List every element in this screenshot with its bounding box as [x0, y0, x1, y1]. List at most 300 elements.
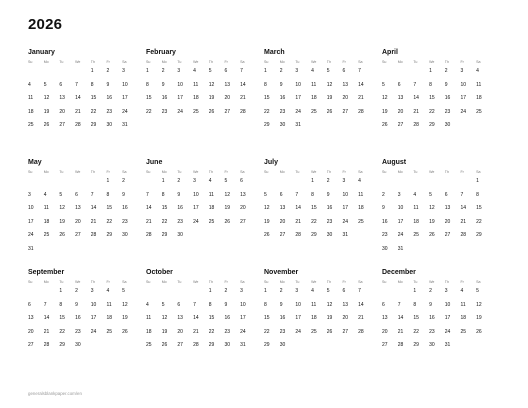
weekday-label: We: [75, 280, 81, 284]
day-cell: 3: [122, 68, 125, 74]
day-cell: 18: [28, 108, 34, 115]
day-cell: 26: [264, 232, 270, 238]
day-cell: 7: [358, 68, 361, 74]
weekday-header: [382, 60, 492, 68]
day-cell: 4: [460, 288, 464, 294]
day-cell: 25: [106, 328, 112, 335]
day-cell: 27: [279, 232, 286, 238]
day-cell: 24: [90, 328, 97, 335]
day-cell: 31: [444, 342, 451, 348]
week-row: [146, 315, 256, 329]
day-cell: 27: [28, 342, 34, 348]
week-row: [28, 342, 138, 356]
week-row: [146, 342, 256, 356]
weekday-label: We: [75, 60, 81, 64]
day-cell: 24: [295, 108, 301, 115]
day-cell-empty: [382, 68, 398, 82]
day-cell: 16: [75, 315, 81, 321]
day-cell: 3: [28, 191, 31, 198]
day-cell-empty: [264, 178, 280, 192]
day-cell: 31: [28, 245, 34, 252]
day-cell: 16: [279, 95, 286, 101]
day-cell: 9: [161, 81, 165, 88]
day-cell: 28: [240, 108, 246, 115]
weekday-label: Su: [146, 170, 151, 174]
weekday-label: Fr: [106, 60, 110, 64]
week-row: [146, 205, 256, 219]
day-cell: 11: [106, 301, 112, 308]
day-cell: 12: [326, 301, 333, 308]
day-cell: 1: [161, 178, 165, 184]
day-cell: 9: [279, 81, 283, 88]
day-cell: 13: [342, 301, 348, 308]
day-cell: 8: [413, 301, 417, 308]
day-cell: 20: [177, 328, 183, 335]
month-august: [382, 158, 492, 259]
weekday-label: Th: [208, 60, 213, 64]
weekday-label: Fr: [460, 170, 464, 174]
day-cell: 14: [240, 81, 246, 88]
day-cell: 24: [397, 232, 404, 238]
day-cell: 21: [358, 95, 364, 101]
day-cell: 6: [397, 81, 401, 88]
day-cell: 20: [224, 95, 230, 101]
day-cell: 27: [342, 328, 348, 335]
weekday-label: Sa: [358, 60, 363, 64]
day-cell-empty: [91, 342, 107, 356]
weekday-label: We: [193, 60, 199, 64]
day-cell: 26: [122, 328, 128, 335]
day-cell: 8: [429, 81, 432, 88]
day-cell: 9: [382, 205, 385, 211]
day-cell: 11: [413, 205, 419, 211]
month-may: [28, 158, 138, 259]
weekday-label: Mo: [279, 60, 285, 64]
day-cell-empty: [460, 122, 476, 136]
day-cell: 18: [208, 205, 215, 211]
weekday-label: Fr: [224, 170, 228, 174]
month-june: [146, 158, 256, 246]
weekday-label: Mo: [161, 280, 167, 284]
day-cell: 19: [161, 328, 168, 335]
weekday-label: We: [75, 170, 81, 174]
day-cell: 9: [326, 191, 330, 198]
day-cell-empty: [280, 178, 296, 192]
day-cell: 5: [224, 178, 228, 184]
day-cell: 19: [326, 95, 333, 101]
weekday-label: Fr: [342, 170, 346, 174]
day-cell: 29: [90, 122, 97, 128]
day-cell: 7: [43, 301, 47, 308]
day-cell: 17: [90, 315, 97, 321]
day-cell: 30: [429, 342, 435, 348]
day-cell: 5: [429, 191, 432, 198]
day-cell: 24: [295, 328, 301, 335]
weekday-label: Th: [208, 170, 213, 174]
day-cell: 10: [90, 301, 97, 308]
day-cell: 8: [264, 301, 267, 308]
day-cell: 4: [476, 68, 479, 74]
week-row: [382, 246, 492, 260]
day-cell: 6: [75, 191, 78, 198]
day-cell: 30: [444, 122, 451, 128]
day-cell: 24: [444, 328, 451, 335]
day-cell: 2: [279, 288, 283, 294]
day-cell: 29: [429, 122, 435, 128]
day-cell: 21: [193, 328, 199, 335]
day-cell-empty: [193, 232, 209, 246]
day-cell-empty: [398, 68, 414, 82]
day-cell-empty: [398, 288, 414, 302]
week-row: [382, 95, 492, 109]
day-cell-empty: [240, 232, 256, 246]
day-cell-empty: [224, 232, 240, 246]
day-cell: 9: [279, 301, 283, 308]
weekday-label: Su: [146, 60, 151, 64]
day-cell: 20: [382, 328, 388, 335]
day-cell: 6: [177, 301, 181, 308]
month-name: December: [382, 269, 416, 276]
year-title: 2026: [28, 16, 63, 33]
day-cell-empty: [358, 342, 374, 356]
day-cell-empty: [209, 232, 225, 246]
day-cell: 6: [342, 68, 346, 74]
day-cell: 11: [358, 191, 364, 198]
week-row: [264, 232, 374, 246]
week-row: [382, 122, 492, 136]
week-row: [28, 192, 138, 206]
day-cell: 6: [224, 68, 228, 74]
week-row: [146, 288, 256, 302]
day-cell: 19: [122, 315, 128, 321]
day-cell: 25: [311, 108, 317, 115]
day-cell: 17: [28, 218, 34, 225]
day-cell: 8: [90, 81, 94, 88]
weekday-label: Sa: [476, 60, 481, 64]
day-cell-empty: [59, 246, 75, 260]
day-cell: 16: [326, 205, 333, 211]
day-cell: 21: [460, 218, 466, 225]
day-cell: 4: [358, 178, 361, 184]
day-cell-empty: [162, 288, 178, 302]
day-cell: 4: [193, 68, 196, 74]
day-cell: 7: [397, 301, 401, 308]
day-cell: 24: [460, 108, 466, 115]
day-cell: 28: [413, 122, 419, 128]
weekday-label: Su: [28, 280, 33, 284]
day-cell: 2: [75, 288, 78, 294]
week-row: [146, 82, 256, 96]
day-cell: 17: [295, 95, 301, 101]
day-cell: 27: [382, 342, 388, 348]
day-cell: 4: [106, 288, 110, 294]
weekday-label: Sa: [358, 170, 363, 174]
month-name: November: [264, 269, 299, 276]
weekday-label: Mo: [397, 170, 403, 174]
day-cell-empty: [59, 178, 75, 192]
day-cell: 24: [240, 328, 246, 335]
day-cell-empty: [413, 246, 429, 260]
day-cell: 26: [43, 122, 50, 128]
day-cell: 2: [326, 178, 330, 184]
day-cell: 3: [444, 288, 448, 294]
day-cell-empty: [342, 122, 358, 136]
weekday-label: Su: [264, 280, 269, 284]
day-cell: 2: [122, 178, 125, 184]
day-cell: 13: [59, 95, 65, 101]
week-row: [382, 232, 492, 246]
day-cell: 6: [279, 191, 283, 198]
day-cell: 17: [444, 315, 451, 321]
day-cell: 4: [413, 191, 417, 198]
day-cell: 9: [429, 301, 432, 308]
day-cell: 19: [429, 218, 435, 225]
day-cell: 15: [429, 95, 435, 101]
month-december: [382, 268, 492, 356]
weekday-label: We: [429, 170, 435, 174]
weekday-label: Mo: [43, 60, 49, 64]
month-name: February: [146, 49, 176, 56]
day-cell: 10: [295, 81, 301, 88]
day-cell: 27: [59, 122, 65, 128]
day-cell: 14: [43, 315, 50, 321]
day-cell: 23: [161, 108, 168, 115]
day-cell: 1: [476, 178, 479, 184]
day-cell: 10: [122, 81, 128, 88]
week-row: [28, 95, 138, 109]
weekday-label: Mo: [397, 60, 403, 64]
week-row: [264, 68, 374, 82]
day-cell-empty: [295, 178, 311, 192]
day-cell: 30: [326, 232, 333, 238]
weekday-label: Tu: [413, 170, 418, 174]
day-cell: 24: [122, 108, 128, 115]
weekday-label: Tu: [177, 60, 182, 64]
day-cell: 12: [122, 301, 128, 308]
day-cell: 12: [208, 81, 215, 88]
week-row: [28, 68, 138, 82]
day-cell: 29: [161, 232, 168, 238]
week-row: [146, 302, 256, 316]
day-cell: 16: [429, 315, 435, 321]
day-cell: 21: [75, 108, 81, 115]
day-cell: 18: [358, 205, 364, 211]
day-cell: 16: [122, 205, 128, 211]
month-name: August: [382, 159, 407, 166]
week-row: [382, 82, 492, 96]
day-cell: 3: [397, 191, 401, 198]
day-cell: 15: [106, 205, 112, 211]
day-cell: 12: [224, 191, 230, 198]
week-row: [146, 232, 256, 246]
day-cell: 27: [75, 232, 81, 238]
weekday-label: Tu: [295, 60, 300, 64]
weekday-header: [146, 170, 256, 178]
day-cell: 18: [146, 328, 152, 335]
day-cell: 8: [208, 301, 212, 308]
day-cell: 19: [59, 218, 65, 225]
week-row: [28, 288, 138, 302]
day-cell: 30: [177, 232, 183, 238]
day-cell: 6: [240, 178, 243, 184]
day-cell: 11: [28, 95, 34, 101]
week-row: [146, 219, 256, 233]
day-cell: 30: [279, 122, 286, 128]
week-row: [382, 205, 492, 219]
day-cell: 30: [224, 342, 230, 348]
day-cell: 28: [146, 232, 152, 238]
day-cell-empty: [106, 342, 122, 356]
day-cell-empty: [91, 178, 107, 192]
weekday-label: Mo: [161, 60, 167, 64]
week-row: [382, 178, 492, 192]
weekday-label: Fr: [224, 60, 228, 64]
month-october: [146, 268, 256, 356]
day-cell: 1: [413, 288, 417, 294]
day-cell: 18: [460, 315, 466, 321]
weekday-header: [382, 170, 492, 178]
day-cell-empty: [382, 178, 398, 192]
week-row: [264, 192, 374, 206]
day-cell: 19: [208, 95, 215, 101]
day-cell: 19: [43, 108, 50, 115]
week-row: [382, 109, 492, 123]
day-cell-empty: [295, 342, 311, 356]
day-cell-empty: [445, 246, 461, 260]
weekday-label: Th: [326, 280, 331, 284]
day-cell-empty: [122, 342, 138, 356]
day-cell: 30: [382, 245, 388, 252]
day-cell: 15: [146, 95, 152, 101]
day-cell: 2: [444, 68, 448, 74]
month-name: January: [28, 49, 55, 56]
day-cell: 20: [28, 328, 34, 335]
day-cell: 23: [326, 218, 333, 225]
weekday-label: Tu: [177, 280, 182, 284]
weekday-label: Th: [208, 280, 213, 284]
day-cell-empty: [476, 246, 492, 260]
weekday-label: Su: [28, 60, 33, 64]
week-row: [28, 232, 138, 246]
day-cell: 10: [240, 301, 246, 308]
day-cell: 10: [177, 81, 183, 88]
day-cell: 18: [106, 315, 112, 321]
day-cell: 23: [429, 328, 435, 335]
weekday-label: Sa: [240, 60, 245, 64]
day-cell: 13: [444, 205, 451, 211]
day-cell: 15: [413, 315, 419, 321]
day-cell: 14: [295, 205, 301, 211]
day-cell: 20: [59, 108, 65, 115]
footer-source: generalsblankpaper.com/en: [28, 391, 82, 396]
day-cell: 1: [208, 288, 212, 294]
day-cell: 3: [295, 68, 299, 74]
month-january: [28, 48, 138, 136]
weekday-label: Fr: [342, 60, 346, 64]
day-cell: 18: [193, 95, 199, 101]
day-cell-empty: [358, 122, 374, 136]
day-cell: 7: [240, 68, 243, 74]
day-cell: 8: [264, 81, 267, 88]
day-cell: 17: [397, 218, 404, 225]
day-cell-empty: [106, 246, 122, 260]
week-row: [382, 219, 492, 233]
weekday-label: Fr: [106, 280, 110, 284]
day-cell: 13: [240, 191, 246, 198]
day-cell: 18: [43, 218, 50, 225]
weekday-label: Th: [90, 170, 95, 174]
weekday-label: Th: [326, 60, 331, 64]
weekday-label: Th: [444, 280, 449, 284]
day-cell: 23: [382, 232, 388, 238]
weekday-label: Mo: [161, 170, 167, 174]
day-cell: 5: [208, 68, 212, 74]
day-cell: 10: [28, 205, 34, 211]
month-name: March: [264, 49, 285, 56]
day-cell: 11: [311, 301, 317, 308]
day-cell: 27: [240, 218, 246, 225]
day-cell: 25: [311, 328, 317, 335]
day-cell-empty: [75, 178, 91, 192]
day-cell: 14: [90, 205, 97, 211]
day-cell-empty: [398, 178, 414, 192]
day-cell: 12: [59, 205, 65, 211]
weekday-label: Th: [326, 170, 331, 174]
day-cell: 5: [264, 191, 267, 198]
day-cell: 7: [358, 288, 361, 294]
day-cell: 19: [476, 315, 482, 321]
day-cell: 1: [59, 288, 63, 294]
day-cell: 15: [90, 95, 97, 101]
day-cell: 14: [193, 315, 199, 321]
day-cell: 27: [397, 122, 404, 128]
day-cell-empty: [44, 68, 60, 82]
day-cell: 10: [397, 205, 404, 211]
day-cell: 21: [43, 328, 50, 335]
weekday-header: [28, 60, 138, 68]
day-cell: 5: [326, 288, 330, 294]
day-cell: 9: [106, 81, 110, 88]
day-cell: 19: [264, 218, 270, 225]
day-cell: 25: [28, 122, 34, 128]
weekday-label: Tu: [59, 280, 64, 284]
week-row: [264, 205, 374, 219]
day-cell: 1: [264, 288, 267, 294]
day-cell: 4: [208, 178, 212, 184]
month-july: [264, 158, 374, 246]
day-cell: 29: [413, 342, 419, 348]
day-cell: 18: [413, 218, 419, 225]
month-name: July: [264, 159, 279, 166]
day-cell: 23: [224, 328, 230, 335]
day-cell: 28: [75, 122, 81, 128]
day-cell: 15: [264, 315, 270, 321]
day-cell: 5: [43, 81, 47, 88]
weekday-label: Mo: [43, 170, 49, 174]
weekday-label: Su: [382, 60, 387, 64]
weekday-label: Sa: [122, 280, 127, 284]
weekday-label: Th: [90, 60, 95, 64]
day-cell: 23: [122, 218, 128, 225]
month-february: [146, 48, 256, 122]
week-row: [264, 82, 374, 96]
day-cell-empty: [75, 246, 91, 260]
day-cell: 2: [161, 68, 165, 74]
day-cell: 4: [28, 81, 31, 88]
day-cell: 1: [311, 178, 314, 184]
weekday-label: Su: [28, 170, 33, 174]
week-row: [146, 178, 256, 192]
